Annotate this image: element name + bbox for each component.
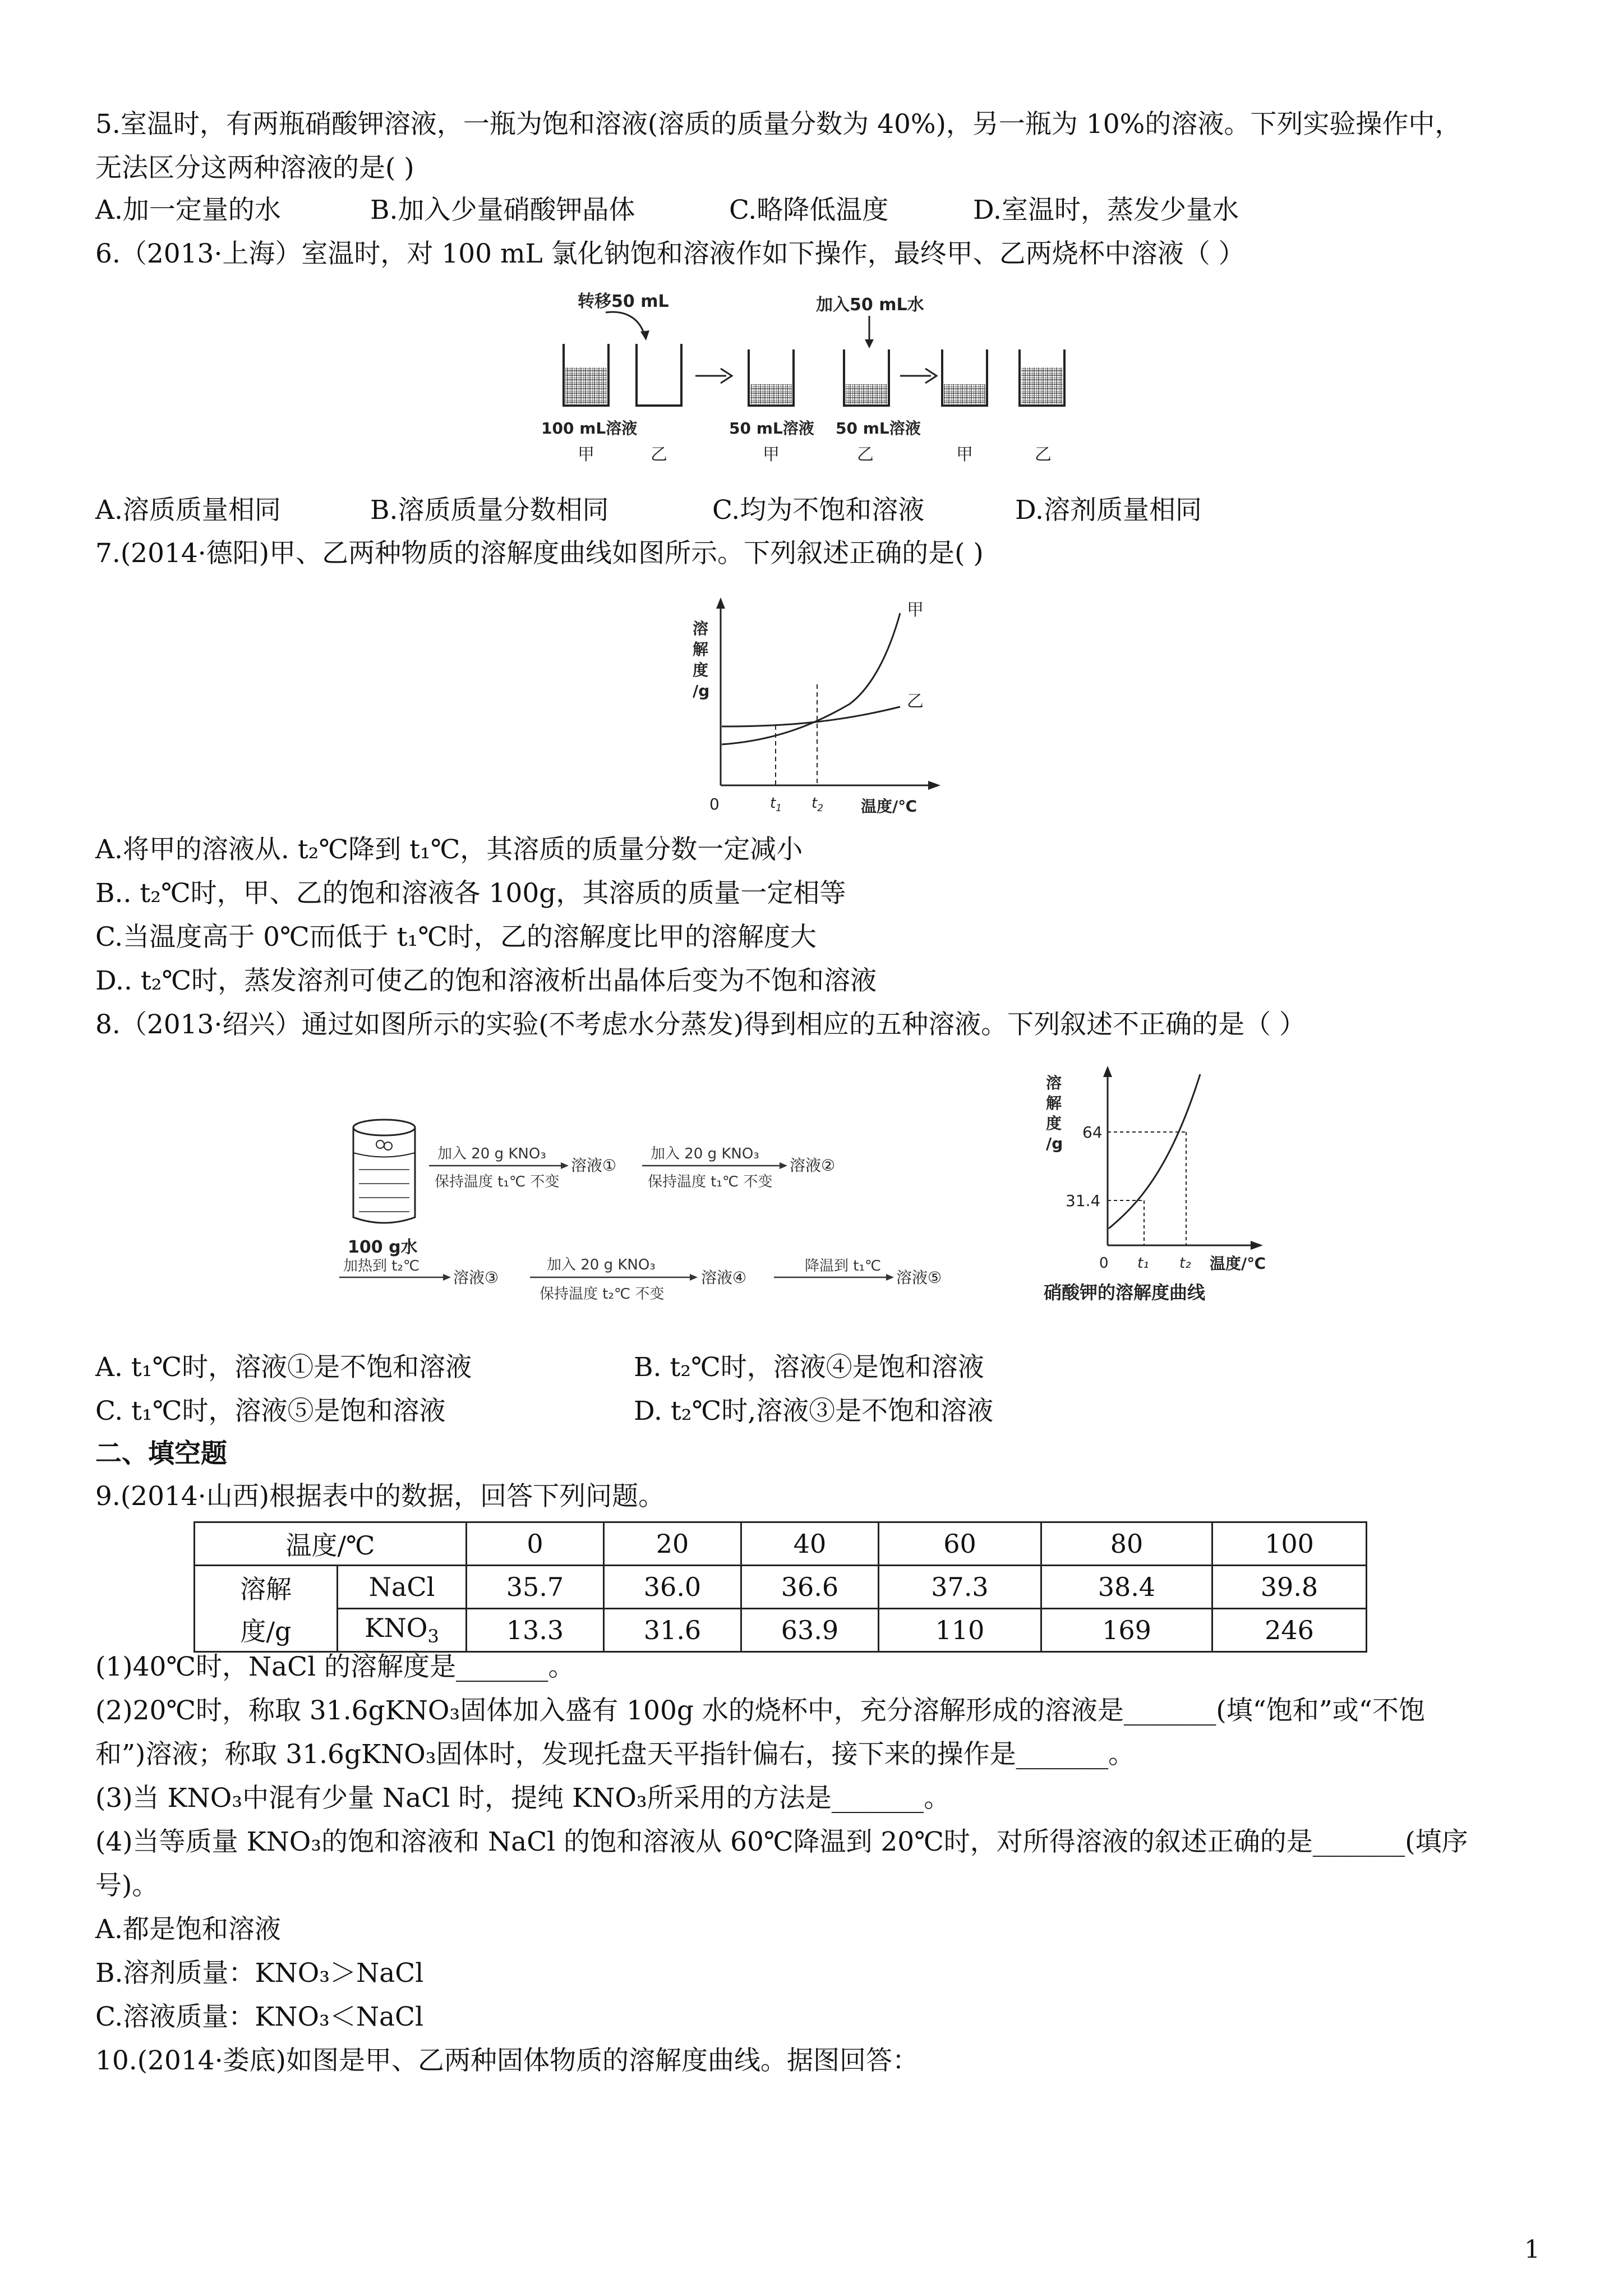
q8-step2-bottom: 保持温度 t₁℃ 不变 [648,1174,773,1190]
q8-option-a: A. t₁℃时，溶液①是不饱和溶液 [95,1352,472,1383]
q8-step2-arrowhead [780,1162,787,1169]
q7-ylabel-1: 溶 [693,619,709,638]
q7-ylabel-4: /g [693,682,710,700]
q6-transfer-label: 转移50 mL [578,292,669,311]
table-cell: 36.6 [741,1566,879,1609]
q8-origin: 0 [1099,1255,1109,1272]
q9-part4-line2: 号)。 [95,1870,159,1901]
q6-label-100ml: 100 mL溶液 [541,419,638,438]
transfer-arrow-head [640,330,649,341]
table-cell: 110 [879,1609,1041,1652]
table-cell: 13.3 [467,1609,604,1652]
table-cell: 39.8 [1212,1566,1367,1609]
q9-part2-line2: 和”)溶液；称取 31.6gKNO₃固体时，发现托盘天平指针偏右，接下来的操作是_______。 [95,1739,1135,1770]
q8-step5-arrowhead [886,1274,894,1281]
q8-solution-1: 溶液① [571,1156,617,1175]
table-cell: 63.9 [741,1609,879,1652]
q6-label-50ml-a: 50 mL溶液 [729,419,814,438]
q8-stem: 8.（2013·绍兴）通过如图所示的实验(不考虑水分蒸发)得到相应的五种溶液。下列叙述不正确的是（ ） [95,1009,1306,1040]
q8-ylabel-1: 溶 [1046,1074,1062,1092]
table-temp-0: 0 [467,1522,604,1566]
q9-part3: (3)当 KNO₃中混有少量 NaCl 时，提纯 KNO₃所采用的方法是_______。 [95,1783,951,1814]
page-number: 1 [1524,2235,1540,2264]
q7-t1-label: $t_1$ [770,795,782,814]
q8-step1-top: 加入 20 g KNO₃ [437,1145,546,1162]
table-cell: 31.6 [604,1609,741,1652]
beaker-yi-2 [844,349,889,406]
beaker-yi-1 [637,344,681,406]
table-header-label: 温度/℃ [195,1522,467,1566]
q8-curve-title: 硝酸钾的溶解度曲线 [1044,1282,1206,1303]
q6-name-3: 甲 [763,445,780,464]
beaker-yi-3 [1020,349,1064,406]
q7-option-d: D.. t₂℃时，蒸发溶剂可使乙的饱和溶液析出晶体后变为不饱和溶液 [95,965,877,996]
q6-stem: 6.（2013·上海）室温时，对 100 mL 氯化钠饱和溶液作如下操作，最终甲、乙两烧杯中溶液（ ） [95,238,1245,269]
section-heading-fill-blank: 二、填空题 [95,1438,227,1469]
q6-name-5: 甲 [956,445,973,464]
q7-t2-label: $t_2$ [811,795,824,814]
q8-step3-arrowhead [443,1274,451,1281]
q8-xlabel: 温度/℃ [1210,1254,1266,1273]
q6-name-1: 甲 [578,445,594,464]
q5-option-a: A.加一定量的水 [95,195,281,226]
q7-origin-label: 0 [709,795,720,813]
q7-solubility-figure [687,592,951,822]
q5-option-c: C.略降低温度 [729,195,889,226]
table-temp-80: 80 [1041,1522,1212,1566]
add-water-arrow-head [865,339,874,348]
table-cell: 169 [1041,1609,1212,1652]
q7-y-axis-arrow [716,597,725,609]
q7-ylabel-3: 度 [693,661,709,679]
q8-t2-label: t₂ [1179,1255,1191,1272]
q7-stem: 7.(2014·德阳)甲、乙两种物质的溶解度曲线如图所示。下列叙述正确的是( ) [95,538,984,569]
q9-part2-line1: (2)20℃时，称取 31.6gKNO₃固体加入盛有 100g 水的烧杯中，充分溶解形成的溶液是_______(填“饱和”或“不饱 [95,1695,1425,1726]
table-row [195,1566,1367,1609]
q8-solution-2: 溶液② [790,1156,836,1175]
table-row [195,1609,1367,1652]
q8-ytick-64: 64 [1082,1123,1103,1142]
beaker-jia-1 [564,344,608,406]
q5-stem-line1: 5.室温时，有两瓶硝酸钾溶液，一瓶为饱和溶液(溶质的质量分数为 40%)，另一瓶为 10%的溶液。下列实验操作中， [95,109,1461,140]
q8-t1-label: t₁ [1137,1255,1149,1272]
q8-step4-bottom: 保持温度 t₂℃ 不变 [540,1286,665,1303]
q6-option-c: C.均为不饱和溶液 [712,495,925,526]
q8-solution-5: 溶液⑤ [896,1268,942,1287]
table-temp-60: 60 [879,1522,1041,1566]
q8-ylabel-3: 度 [1046,1114,1062,1133]
q8-step4-top: 加入 20 g KNO₃ [547,1257,656,1273]
q8-water-label: 100 g水 [348,1237,418,1257]
q9-choice-b: B.溶剂质量：KNO₃＞NaCl [95,1958,424,1989]
q5-stem-line2: 无法区分这两种溶液的是( ) [95,153,414,183]
q10-stem: 10.(2014·娄底)如图是甲、乙两种固体物质的溶解度曲线。据图回答： [95,2045,919,2076]
q6-option-d: D.溶剂质量相同 [1015,495,1202,526]
q6-option-a: A.溶质质量相同 [95,495,281,526]
q6-option-b: B.溶质质量分数相同 [370,495,609,526]
q9-choice-c: C.溶液质量：KNO₃＜NaCl [95,2001,423,2032]
q6-name-4: 乙 [857,445,874,464]
q6-beaker-figure [538,283,1066,485]
q8-ylabel-4: /g [1046,1134,1063,1153]
q8-option-c: C. t₁℃时，溶液⑤是饱和溶液 [95,1396,446,1427]
q6-add-water-label: 加入50 mL水 [816,295,924,315]
beaker-jia-2 [749,349,794,406]
q7-ylabel-2: 解 [693,640,709,659]
q6-name-2: 乙 [651,445,667,464]
table-row-name: $KNO_3$ [338,1609,467,1652]
table-group-label-bottom: 度/g [195,1609,338,1652]
transfer-arrow [606,312,645,337]
step-arrow-1 [695,369,732,383]
q9-part1: (1)40℃时，NaCl 的溶解度是_______。 [95,1651,575,1682]
table-header-row [195,1522,1367,1566]
q7-curve-jia [722,613,900,744]
q8-water-beaker [353,1120,415,1223]
q7-x-axis-arrow [928,781,940,790]
table-row-name: NaCl [338,1566,467,1609]
table-cell: 37.3 [879,1566,1041,1609]
q7-xlabel: 温度/℃ [861,797,917,816]
q6-name-6: 乙 [1035,445,1052,464]
q8-step2-top: 加入 20 g KNO₃ [651,1145,759,1162]
table-group-label-top: 溶解 [195,1566,338,1609]
solubility-table [193,1521,1367,1653]
q8-step4-arrowhead [690,1274,698,1281]
table-cell: 246 [1212,1609,1367,1652]
table-cell: 35.7 [467,1566,604,1609]
table-cell: 36.0 [604,1566,741,1609]
q8-solution-4: 溶液④ [701,1268,747,1287]
q8-solution-3: 溶液③ [453,1268,499,1287]
q8-y-axis-arrow [1103,1066,1112,1077]
q8-experiment-figure [336,1074,1009,1321]
q5-option-b: B.加入少量硝酸钾晶体 [370,195,635,226]
q9-choice-a: A.都是饱和溶液 [95,1914,281,1945]
table-temp-100: 100 [1212,1522,1367,1566]
table-temp-40: 40 [741,1522,879,1566]
q8-ylabel-2: 解 [1046,1094,1062,1112]
q6-label-50ml-b: 50 mL溶液 [836,419,921,438]
q9-stem: 9.(2014·山西)根据表中的数据，回答下列问题。 [95,1481,665,1512]
q8-option-b: B. t₂℃时，溶液④是饱和溶液 [634,1352,984,1383]
table-temp-20: 20 [604,1522,741,1566]
q8-kno3-curve-figure [1040,1060,1298,1313]
q8-x-axis-arrow [1251,1241,1263,1250]
q8-step1-arrowhead [561,1162,569,1169]
step-arrow-2 [900,369,937,383]
q5-option-d: D.室温时，蒸发少量水 [973,195,1239,226]
q9-part4-line1: (4)当等质量 KNO₃的饱和溶液和 NaCl 的饱和溶液从 60℃降温到 20℃时，对所得溶液的叙述正确的是_______(填序 [95,1826,1468,1857]
q8-ytick-31: 31.4 [1066,1191,1101,1210]
q7-option-c: C.当温度高于 0℃而低于 t₁℃时，乙的溶解度比甲的溶解度大 [95,922,817,953]
q7-option-a: A.将甲的溶液从. t₂℃降到 t₁℃，其溶质的质量分数一定减小 [95,834,803,865]
q7-curve-label-yi: 乙 [907,692,924,711]
q8-step1-bottom: 保持温度 t₁℃ 不变 [435,1174,560,1190]
q8-option-d: D. t₂℃时,溶液③是不饱和溶液 [634,1396,994,1427]
q8-step5-label: 降温到 t₁℃ [805,1258,882,1274]
q8-step3-label: 加热到 t₂℃ [343,1258,420,1274]
q7-curve-label-jia: 甲 [907,600,924,620]
table-cell: 38.4 [1041,1566,1212,1609]
q7-option-b: B.. t₂℃时，甲、乙的饱和溶液各 100g，其溶质的质量一定相等 [95,878,846,909]
beaker-jia-3 [942,349,987,406]
